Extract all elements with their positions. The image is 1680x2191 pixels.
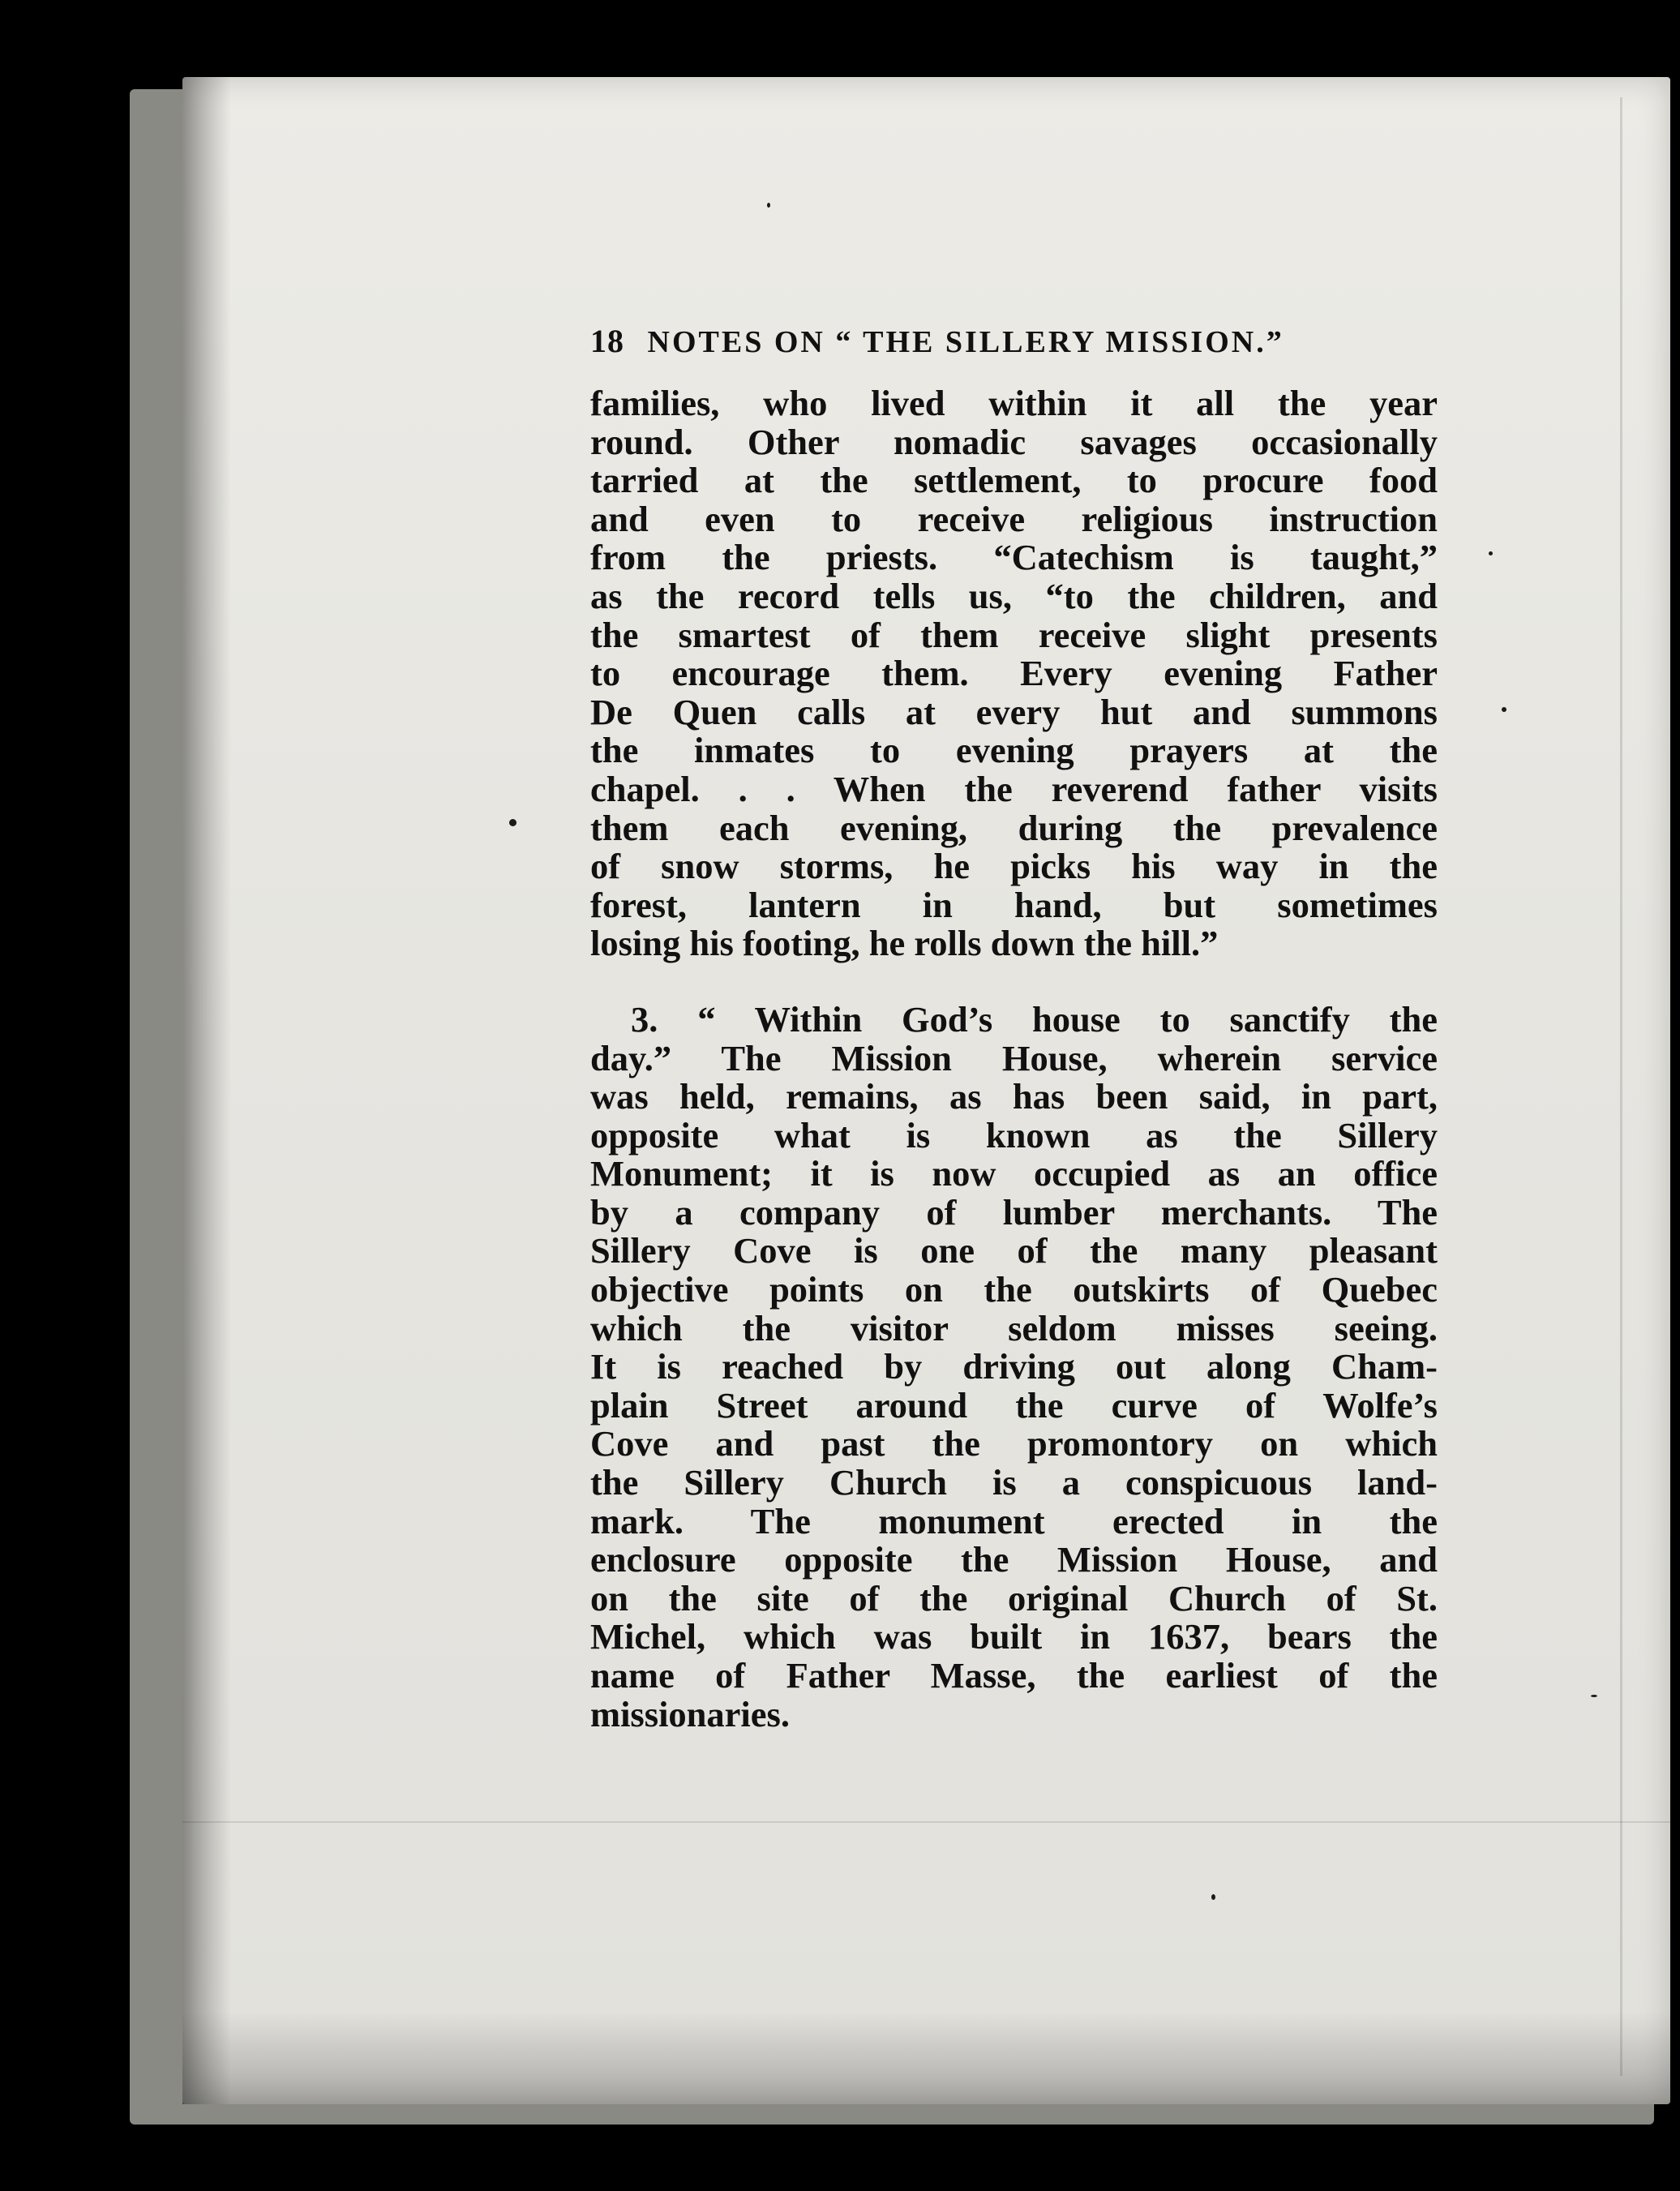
paragraph-1 <box>590 384 1438 963</box>
text-line: opposite what is known as the Sillery <box>590 1114 1438 1156</box>
text-line: of snow storms, he picks his way in the <box>590 846 1438 887</box>
text-line: the Sillery Church is a conspicuous land- <box>590 1462 1438 1503</box>
text-line: It is reached by driving out along Cham- <box>590 1346 1438 1387</box>
scan-speck <box>767 203 770 208</box>
text-line: on the site of the original Church of St. <box>590 1577 1438 1619</box>
scan-speck <box>1502 707 1506 712</box>
page-text-block <box>590 323 1438 1734</box>
text-line: 3. “ Within God’s house to sanctify the <box>631 998 1438 1040</box>
page-fold-line <box>182 1821 1670 1823</box>
text-line: to encourage them. Every evening Father <box>590 653 1438 694</box>
text-line: round. Other nomadic savages occasionally <box>590 421 1438 462</box>
scan-speck <box>1591 1695 1597 1697</box>
text-line: forest, lantern in hand, but sometimes <box>590 884 1438 925</box>
text-line: Monument; it is now occupied as an office <box>590 1153 1438 1194</box>
text-line: chapel. . . When the reverend father visits <box>590 768 1438 809</box>
text-line: was held, remains, as has been said, in part, <box>590 1076 1438 1117</box>
text-line: Michel, which was built in 1637, bears the <box>590 1616 1438 1657</box>
scan-speck <box>1211 1894 1215 1900</box>
text-line: objective points on the outskirts of Quebec <box>590 1269 1438 1310</box>
text-line: missionaries. <box>590 1693 790 1734</box>
page-binding-shadow <box>182 77 231 2104</box>
text-line: by a company of lumber merchants. The <box>590 1191 1438 1233</box>
paragraph-gap <box>590 963 1438 1001</box>
text-line: name of Father Masse, the earliest of the <box>590 1655 1438 1696</box>
paragraph-2 <box>590 998 1438 1734</box>
text-line: the smartest of them receive slight presents <box>590 614 1438 655</box>
text-line: losing his footing, he rolls down the hill.” <box>590 923 1219 964</box>
page-number: 18 <box>590 323 624 359</box>
text-line: plain Street around the curve of Wolfe’s <box>590 1384 1438 1426</box>
text-line: day.” The Mission House, wherein service <box>590 1037 1438 1078</box>
text-line: families, who lived within it all the year <box>590 383 1438 423</box>
page-bottom-shadow <box>182 2011 1670 2104</box>
text-line: mark. The monument erected in the <box>590 1500 1438 1541</box>
scan-speck <box>509 819 516 826</box>
text-line: De Quen calls at every hut and summons <box>590 691 1438 732</box>
text-line: as the record tells us, “to the children, and <box>590 575 1438 616</box>
text-line: and even to receive religious instruction <box>590 498 1438 539</box>
scan-speck <box>1489 551 1493 555</box>
text-line: the inmates to evening prayers at the <box>590 730 1438 771</box>
text-line: Cove and past the promontory on which <box>590 1423 1438 1464</box>
text-line: tarried at the settlement, to procure food <box>590 460 1438 501</box>
running-head <box>590 323 1438 360</box>
text-line: from the priests. “Catechism is taught,” <box>590 537 1438 578</box>
text-line: Sillery Cove is one of the many pleasant <box>590 1230 1438 1271</box>
text-line: them each evening, during the prevalence <box>590 807 1438 848</box>
text-line: which the visitor seldom misses seeing. <box>590 1307 1438 1348</box>
running-head-title: NOTES ON “ THE SILLERY MISSION.” <box>647 325 1284 359</box>
page-right-crease <box>1620 97 1622 2076</box>
text-line: enclosure opposite the Mission House, and <box>590 1539 1438 1580</box>
